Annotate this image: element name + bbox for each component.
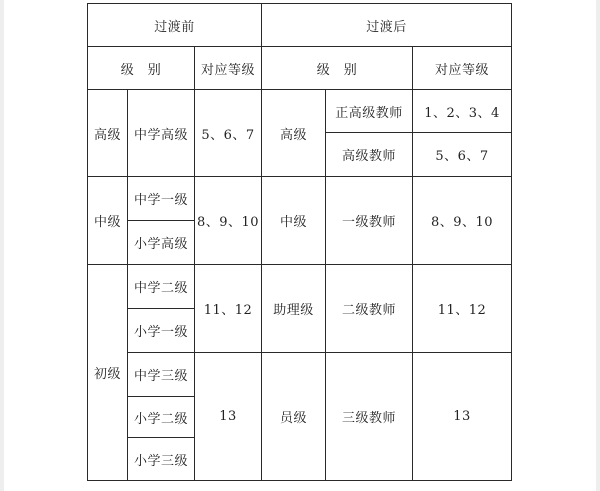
senior-level-after: 高级 — [279, 127, 307, 143]
junior-sub-4: 小学二级 — [133, 411, 188, 427]
mid-sub-1: 中学一级 — [133, 193, 188, 208]
junior-group-label: 初级 — [93, 367, 121, 382]
mid-group-label: 中级 — [93, 215, 121, 230]
right-edge — [596, 0, 600, 491]
junior-grade-before-b: 13 — [219, 409, 237, 424]
header-before: 过渡前 — [154, 19, 195, 35]
junior-grade-before-a: 11、12 — [203, 303, 253, 318]
junior-sub-5: 小学三级 — [133, 453, 188, 469]
border-right — [511, 3, 512, 481]
junior-grade-after-a: 11、12 — [437, 303, 487, 318]
senior-title-1: 正高级教师 — [335, 105, 403, 121]
senior-grade-1: 1、2、3、4 — [424, 105, 500, 121]
header-after: 过渡后 — [366, 19, 407, 35]
col-level-after: 级 别 — [316, 62, 358, 78]
junior-sub-1: 中学二级 — [133, 281, 188, 296]
mid-sub-2: 小学高级 — [133, 237, 188, 252]
col-level-before: 级 别 — [120, 62, 162, 78]
senior-sub-label: 中学高级 — [133, 127, 188, 143]
senior-group-label: 高级 — [93, 127, 121, 143]
left-edge — [0, 0, 4, 491]
mid-title: 一级教师 — [341, 215, 396, 230]
senior-title-2: 高级教师 — [341, 149, 396, 164]
senior-grade-2: 5、6、7 — [435, 149, 489, 164]
col-grade-after: 对应等级 — [434, 62, 489, 78]
border-bottom — [87, 480, 512, 481]
senior-grade-before: 5、6、7 — [201, 127, 255, 143]
junior-grade-after-b: 13 — [453, 409, 471, 424]
junior-sub-2: 小学一级 — [133, 325, 188, 340]
col-grade-before: 对应等级 — [200, 62, 255, 78]
junior-title-a: 二级教师 — [341, 303, 396, 318]
junior-level-after-a: 助理级 — [273, 303, 314, 318]
mid-level-after: 中级 — [279, 215, 307, 230]
mid-grade-after: 8、9、10 — [430, 215, 494, 230]
junior-title-b: 三级教师 — [341, 411, 396, 426]
mid-grade-before: 8、9、10 — [196, 215, 260, 230]
junior-sub-3: 中学三级 — [133, 369, 188, 384]
junior-level-after-b: 员级 — [279, 411, 307, 426]
